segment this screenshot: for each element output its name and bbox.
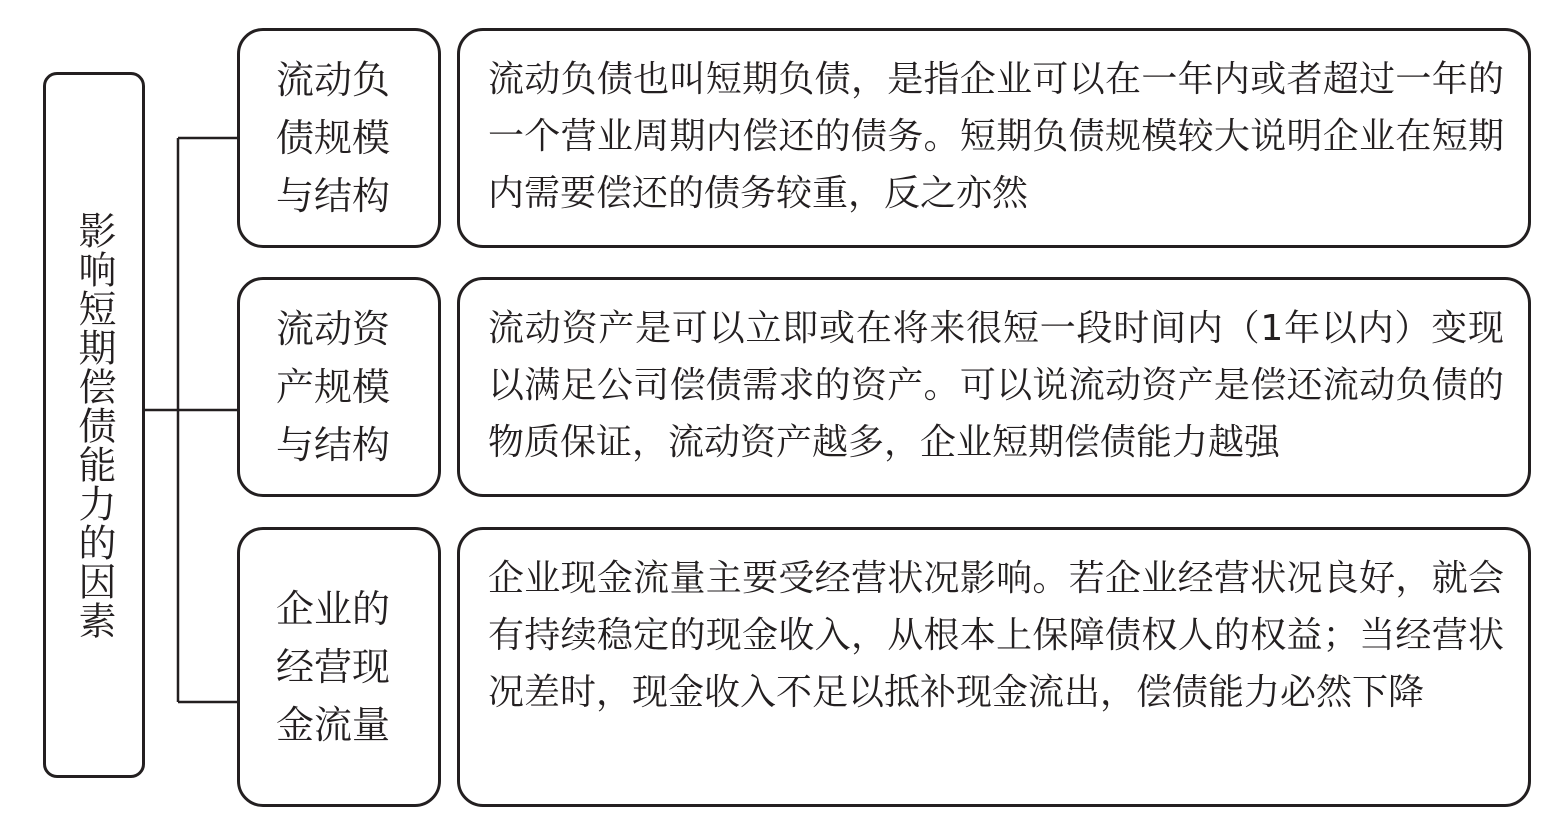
factor-node-1 [237, 28, 441, 248]
factor-name: 企业的经营现金流量 [276, 587, 391, 747]
factor-description-box-3 [457, 527, 1531, 807]
factor-description-box-2 [457, 277, 1531, 497]
factor-name: 流动负债规模与结构 [276, 58, 391, 218]
factor-description: 企业现金流量主要受经营状况影响。若企业经营状况良好，就会有持续稳定的现金收入，从根本上保障债权人的权益；当经营状况差时，现金收入不足以抵补现金流出，偿债能力必然下降 [488, 558, 1504, 713]
factor-description: 流动负债也叫短期负债，是指企业可以在一年内或者超过一年的一个营业周期内偿还的债务。短期负债规模较大说明企业在短期内需要偿还的债务较重，反之亦然 [488, 59, 1504, 214]
root-node [43, 72, 145, 778]
factor-name: 流动资产规模与结构 [276, 307, 391, 467]
root-node-label: 影响短期偿债能力的因素 [72, 210, 116, 640]
factor-description: 流动资产是可以立即或在将来很短一段时间内（1年以内）变现以满足公司偿债需求的资产。可以说流动资产是偿还流动负债的物质保证，流动资产越多，企业短期偿债能力越强 [488, 308, 1504, 463]
factor-node-2 [237, 277, 441, 497]
factor-node-3 [237, 527, 441, 807]
factor-description-box-1 [457, 28, 1531, 248]
